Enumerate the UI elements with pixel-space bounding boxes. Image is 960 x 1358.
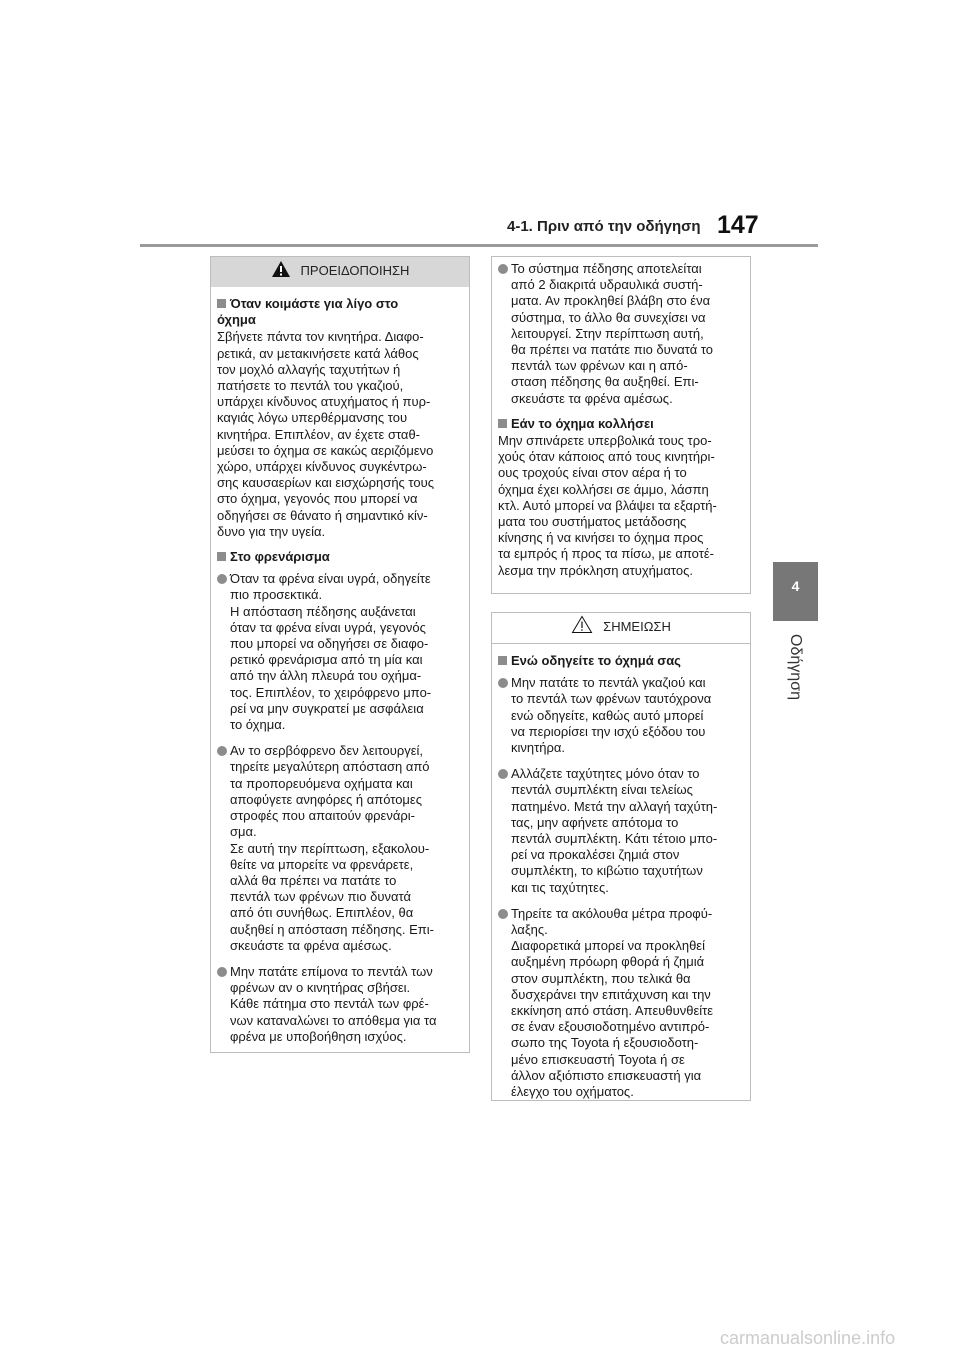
square-bullet-icon	[217, 299, 226, 308]
text-line: Σε αυτή την περίπτωση, εξακολου-	[230, 840, 430, 856]
section-heading-driving: Ενώ οδηγείτε το όχημά σας	[498, 653, 744, 669]
text-line: νων καταναλώνει το απόθεμα για τα	[230, 1012, 437, 1028]
text-line: Μην πατάτε επίμονα το πεντάλ των	[230, 963, 433, 979]
text-line: από ότι συνήθως. Επιπλέον, θα	[230, 905, 414, 921]
warning-header	[211, 257, 469, 287]
text-line: όχημα	[217, 312, 256, 328]
text-line: μένο επισκευαστή Toyota ή σε	[511, 1051, 685, 1067]
text-line: κινητήρα. Επιπλέον, αν έχετε σταθ-	[217, 426, 420, 442]
text-line: πεντάλ συμπλέκτη. Κάτι τέτοιο μπο-	[511, 831, 718, 847]
text-line: Κάθε πάτημα στο πεντάλ των φρέ-	[230, 996, 429, 1012]
text-line: θείτε να μπορείτε να φρενάρετε,	[230, 856, 414, 872]
text-line: όχημα έχει κολλήσει σε άμμο, λάσπη	[498, 481, 709, 497]
text-line: πεντάλ των φρένων πιο δυνατά	[230, 889, 411, 905]
text-line: και τις ταχύτητες.	[511, 879, 609, 895]
text-line: στροφές που απαιτούν φρενάρι-	[230, 808, 415, 824]
text-line: συμπλέκτη, το κιβώτιο ταχυτήτων	[511, 863, 703, 879]
text-line: τας, μην αφήνετε απότομα το	[511, 814, 679, 830]
text-line: σωπο της Toyota ή εξουσιοδοτη-	[511, 1035, 699, 1051]
text-line: αλλά θα πρέπει να πατάτε το	[230, 872, 397, 888]
text-line: καγιάς λόγω υπερθέρμανσης του	[217, 410, 408, 426]
text-line: σης καυσαερίων και εισχώρησής τους	[217, 475, 434, 491]
text-line: Μην πατάτε το πεντάλ γκαζιού και	[511, 675, 706, 691]
warning-box	[210, 256, 470, 1053]
text-line: τος. Επιπλέον, το χειρόφρενο μπο-	[230, 684, 432, 700]
square-bullet-icon	[217, 552, 226, 561]
text-line: που μπορεί να οδηγήσει σε διαφο-	[230, 636, 429, 652]
text-line: κίνησης ή να κινήσει το όχημα προς	[498, 530, 704, 546]
paragraph-sleeping	[217, 329, 463, 540]
text-line: εκκίνηση από στάση. Απευθυνθείτε	[511, 1003, 714, 1019]
text-line: ρετικό φρενάρισμα από τη μία και	[230, 652, 423, 668]
text-line: αυξηθεί η απόσταση πέδησης. Επι-	[230, 921, 434, 937]
text-line: χούς όταν κάποιος από τους κινητήρι-	[498, 449, 715, 465]
text-line: στο όχημα, γεγονός που μπορεί να	[217, 491, 418, 507]
text-line: έλεγχο του οχήματος.	[511, 1084, 634, 1100]
note-title: ΣΗΜΕΙΩΣΗ	[603, 619, 671, 635]
chapter-label-text: Οδήγηση	[787, 634, 804, 700]
text-line: λειτουργεί. Στην περίπτωση αυτή,	[511, 325, 704, 341]
note-header	[492, 613, 750, 644]
text-line: ρεί να προκαλέσει ζημιά στον	[511, 847, 680, 863]
header-section-title: 4-1. Πριν από την οδήγηση	[507, 218, 701, 235]
caution-triangle-icon	[571, 615, 593, 634]
bullet-engine-stall	[217, 964, 463, 1045]
text-line: ενώ οδηγείτε, καθώς αυτό μπορεί	[511, 707, 704, 723]
text-line: κινητήρα.	[511, 740, 566, 756]
text-line: πατήσετε το πεντάλ του γκαζιού,	[217, 378, 404, 394]
text-line: λαξης.	[511, 922, 548, 938]
text-line: πιο προσεκτικά.	[230, 587, 323, 603]
text-line: Το σύστημα πέδησης αποτελείται	[511, 261, 702, 276]
text-line: όταν τα φρένα είναι υγρά, γεγονός	[230, 619, 426, 635]
text-line: το πεντάλ των φρένων ταυτόχρονα	[511, 691, 712, 707]
text-line: σε έναν εξουσιοδοτημένο αντιπρό-	[511, 1019, 710, 1035]
text-line: Η απόσταση πέδησης αυξάνεται	[230, 603, 416, 619]
bullet-power-brake	[217, 743, 463, 954]
text-line: φρένων αν ο κινητήρας σβήσει.	[230, 980, 411, 996]
text-line: τον μοχλό αλλαγής ταχυτήτων ή	[217, 361, 401, 377]
header-rule	[140, 244, 818, 247]
text-line: λεσμα την πρόκληση ατυχήματος.	[498, 562, 693, 578]
text-line: φρένα με υποβοήθηση ισχύος.	[230, 1028, 407, 1044]
text-line: Τηρείτε τα ακόλουθα μέτρα προφύ-	[511, 905, 713, 921]
bullet-dual-system	[498, 261, 744, 407]
text-line: το όχημα.	[230, 717, 286, 733]
chapter-label	[778, 632, 812, 702]
section-heading-stuck: Εάν το όχημα κολλήσει	[498, 416, 744, 432]
text-line: τα εμπρός ή προς τα πίσω, με αποτέ-	[498, 546, 714, 562]
text-line: Αλλάζετε ταχύτητες μόνο όταν το	[511, 766, 700, 782]
text-line: σταση πέδησης θα αυξηθεί. Επι-	[511, 374, 699, 390]
text-line: Διαφορετικά μπορεί να προκληθεί	[511, 938, 705, 954]
text-line: τηρείτε μεγαλύτερη απόσταση από	[230, 759, 430, 775]
watermark: carmanualsonline.info	[720, 1328, 896, 1348]
text-line: τα προπορευόμενα οχήματα και	[230, 775, 413, 791]
text-line: οδηγήσει σε θάνατο ή σημαντικό κίν-	[217, 507, 428, 523]
text-line: Μην σπινάρετε υπερβολικά τους τρο-	[498, 433, 712, 449]
text-line: Σβήνετε πάντα τον κινητήρα. Διαφο-	[217, 329, 424, 345]
text-line: Όταν τα φρένα είναι υγρά, οδηγείτε	[230, 571, 431, 587]
paragraph-stuck	[498, 433, 744, 579]
warning-continuation-box	[491, 256, 751, 594]
text-line: από την άλλη πλευρά του οχήμα-	[230, 668, 422, 684]
page-number: 147	[717, 211, 759, 239]
text-line: πατημένο. Μετά την αλλαγή ταχύτη-	[511, 798, 718, 814]
text-line: δυσχεράνει την επιτάχυνση και την	[511, 986, 711, 1002]
bullet-pedals	[498, 675, 744, 756]
text-line: ρετικά, αν μετακινήσετε κατά λάθος	[217, 345, 419, 361]
text-line: υπάρχει κίνδυνος ατυχήματος ή πυρ-	[217, 394, 431, 410]
text-line: σκευάστε τα φρένα αμέσως.	[230, 937, 392, 953]
square-bullet-icon	[498, 419, 507, 428]
text-line: αποφύγετε ανηφόρες ή απότομες	[230, 791, 422, 807]
section-heading-braking: Στο φρενάρισμα	[217, 549, 463, 565]
text-line: ματα του συστήματος μετάδοσης	[498, 514, 687, 530]
text-line: άλλον αξιόπιστο επισκευαστή για	[511, 1067, 702, 1083]
text-line: Αν το σερβόφρενο δεν λειτουργεί,	[230, 743, 424, 759]
text-line: θα πρέπει να πατάτε πιο δυνατά το	[511, 342, 714, 358]
text-line: να περιορίσει την ισχύ εξόδου του	[511, 723, 706, 739]
text-line: αυξημένη πρόωρη φθορά ή ζημιά	[511, 954, 705, 970]
chapter-number: 4	[791, 578, 800, 594]
text-line: πεντάλ συμπλέκτη είναι τελείως	[511, 782, 693, 798]
text-line: ματα. Αν προκληθεί βλάβη στο ένα	[511, 293, 711, 309]
text-line: μεύσει το όχημα σε κακώς αεριζόμενο	[217, 442, 434, 458]
bullet-wet-brakes	[217, 571, 463, 733]
section-heading-sleeping	[217, 296, 463, 328]
text-line: ρεί να μην συγκρατεί με ασφάλεια	[230, 700, 424, 716]
note-box	[491, 612, 751, 1101]
text-line: από 2 διακριτά υδραυλικά συστή-	[511, 277, 703, 293]
text-line: σμα.	[230, 824, 257, 840]
text-line: στον συμπλέκτη, που τελικά θα	[511, 970, 691, 986]
warning-triangle-icon	[271, 260, 291, 278]
text-line: ους τροχούς είναι στον αέρα ή το	[498, 465, 687, 481]
text-line: σκευάστε τα φρένα αμέσως.	[511, 390, 673, 406]
bullet-clutch	[498, 766, 744, 896]
square-bullet-icon	[498, 656, 507, 665]
warning-title: ΠΡΟΕΙΔΟΠΟΙΗΣΗ	[300, 263, 410, 279]
text-line: Όταν κοιμάστε για λίγο στο	[230, 296, 399, 311]
text-line: σύστημα, το άλλο θα συνεχίσει να	[511, 309, 706, 325]
text-line: πεντάλ των φρένων και η από-	[511, 358, 688, 374]
text-line: χώρο, υπάρχει κίνδυνος συγκέντρω-	[217, 459, 427, 475]
text-line: κτλ. Αυτό μπορεί να βλάψει τα εξαρτή-	[498, 497, 717, 513]
bullet-precautions	[498, 906, 744, 1100]
text-line: δυνο για την υγεία.	[217, 523, 326, 539]
